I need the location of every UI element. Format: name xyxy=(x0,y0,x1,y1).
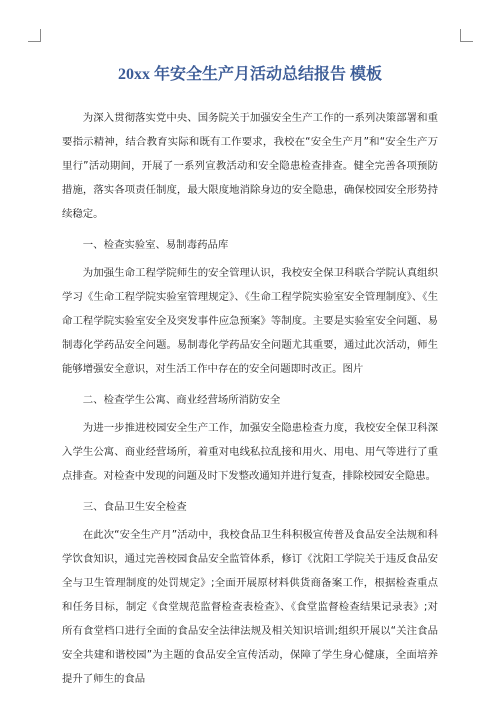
section-heading-fire-safety: 二、检查学生公寓、商业经营场所消防安全 xyxy=(82,394,281,406)
crop-mark-top-left xyxy=(28,29,41,42)
section-body-food-safety: 在此次“安全生产月”活动中，我校食品卫生科积极宣传普及食品安全法规和科学饮食知识，通过完善校园食品安全监管体系，修订《沈阳工学院关于违反食品安全与卫生管理制度的处罚规定》;全面开展原材料供货商备案工作，根据检查重点和任务目标，制定《食堂规范监督检查表检查》、《食堂监督检查结果记录表》;对所有食堂档口进行全面的食品安全法律法规及相关知识培训;组织开展以“关注食品安全共建和谐校园”为主题的食品安全宣传活动，保障了学生身心健康，全面培养提升了师生的食品 xyxy=(62,529,438,685)
section-heading-food-safety: 三、食品卫生安全检查 xyxy=(82,501,187,513)
document-body xyxy=(62,63,438,698)
section-heading-lab: 一、检查实验室、易制毒药品库 xyxy=(82,239,229,251)
section-body-lab: 为加强生命工程学院师生的安全管理认识，我校安全保卫科联合学院认真组织学习《生命工程学院实验室管理规定》、《生命工程学院实验室安全管理制度》、《生命工程学院实验室安全及突发事件应急预案》等制度。主要是实验室安全问题、易制毒化学药品安全问题。易制毒化学药品安全问题尤其重要，通过此次活动，师生能够增强安全意识，对生活工作中存在的安全问题即时改正。图片 xyxy=(62,267,438,375)
section-body-fire-safety: 为进一步推进校园安全生产工作，加强安全隐患检查力度，我校安全保卫科深入学生公寓、商业经营场所，着重对电线私拉乱接和用火、用电、用气等进行了重点排查。对检查中发现的问题及时下发整改通知并进行复查，排除校园安全隐患。 xyxy=(62,422,438,482)
document-title: 20xx 年安全生产月活动总结报告 模板 xyxy=(117,66,382,83)
crop-mark-top-right xyxy=(460,29,473,42)
intro-paragraph: 为深入贯彻落实党中央、国务院关于加强安全生产工作的一系列决策部署和重要指示精神，结合教育实际和既有工作要求，我校在“安全生产月”和“安全生产万里行”活动期间，开展了一系列宣教活动和安全隐患检查排查。健全完善各项预防措施，落实各项责任制度，最大限度地消除身边的安全隐患，确保校园安全形势持续稳定。 xyxy=(62,112,438,220)
